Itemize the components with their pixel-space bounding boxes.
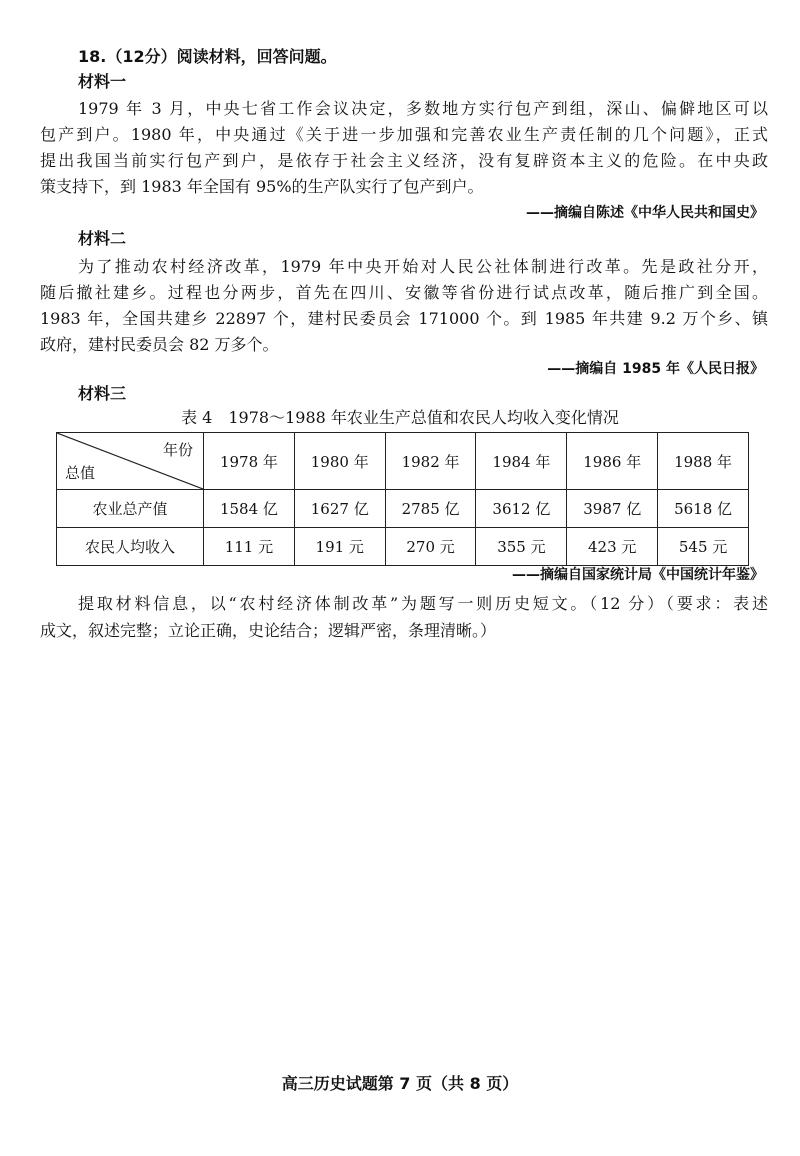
question-heading: 18.（12分）阅读材料，回答问题。 xyxy=(78,47,337,66)
table-cell: 3612 亿 xyxy=(476,490,567,528)
table-cell: 191 元 xyxy=(294,528,385,566)
year-header: 1982 年 xyxy=(385,433,476,490)
table-cell: 111 元 xyxy=(204,528,295,566)
task-line-2: 成文，叙述完整；立论正确，史论结合；逻辑严密，条理清晰。） xyxy=(40,621,497,640)
material3-label: 材料三 xyxy=(78,384,127,403)
table-cell: 423 元 xyxy=(567,528,658,566)
material2-line-2: 随后撤社建乡。过程也分两步，首先在四川、安徽等省份进行试点改革，随后推广到全国。 xyxy=(40,283,768,302)
year-header: 1980 年 xyxy=(294,433,385,490)
table-row xyxy=(57,528,749,566)
table-cell: 355 元 xyxy=(476,528,567,566)
year-header: 1978 年 xyxy=(204,433,295,490)
table-cell: 1627 亿 xyxy=(294,490,385,528)
material2-line-3: 1983 年，全国共建乡 22897 个，建村民委员会 171000 个。到 1985 年共建 9.2 万个乡、镇 xyxy=(40,309,768,328)
corner-label-total: 总值 xyxy=(65,464,96,482)
table-cell: 545 元 xyxy=(658,528,749,566)
table-row xyxy=(57,490,749,528)
task-line-1: 提取材料信息，以“农村经济体制改革”为题写一则历史短文。（12 分）（要求：表述 xyxy=(78,594,768,613)
year-header: 1988 年 xyxy=(658,433,749,490)
material2-line-1: 为了推动农村经济改革，1979 年中央开始对人民公社体制进行改革。先是政社分开， xyxy=(78,257,768,276)
material1-line-3: 提出我国当前实行包产到户，是依存于社会主义经济，没有复辟资本主义的危险。在中央政 xyxy=(40,151,768,170)
table-cell: 1584 亿 xyxy=(204,490,295,528)
table-cell: 5618 亿 xyxy=(658,490,749,528)
material2-label: 材料二 xyxy=(78,229,127,248)
material1-label: 材料一 xyxy=(78,72,127,91)
table-cell: 270 元 xyxy=(385,528,476,566)
material2-source: ——摘编自 1985 年《人民日报》 xyxy=(547,361,764,377)
page-footer: 高三历史试题第 7 页（共 8 页） xyxy=(281,1074,519,1093)
table-corner-cell xyxy=(57,433,204,490)
material2-line-4: 政府，建村民委员会 82 万多个。 xyxy=(40,335,279,354)
row-label: 农业总产值 xyxy=(57,490,204,528)
table-title: 表 4 1978～1988 年农业生产总值和农民人均收入变化情况 xyxy=(181,408,619,427)
material1-source: ——摘编自陈述《中华人民共和国史》 xyxy=(526,205,764,221)
material3-source: ——摘编自国家统计局《中国统计年鉴》 xyxy=(512,567,764,583)
material1-line-2: 包产到户。1980 年，中央通过《关于进一步加强和完善农业生产责任制的几个问题》，正式 xyxy=(40,125,768,144)
year-header: 1986 年 xyxy=(567,433,658,490)
table-cell: 3987 亿 xyxy=(567,490,658,528)
table-header-row xyxy=(57,433,749,490)
table-cell: 2785 亿 xyxy=(385,490,476,528)
data-table xyxy=(56,432,749,566)
row-label: 农民人均收入 xyxy=(57,528,204,566)
corner-label-year: 年份 xyxy=(162,441,193,459)
material1-line-1: 1979 年 3 月，中央七省工作会议决定，多数地方实行包产到组，深山、偏僻地区可以 xyxy=(78,99,768,118)
material1-line-4: 策支持下，到 1983 年全国有 95%的生产队实行了包产到户。 xyxy=(40,177,484,196)
year-header: 1984 年 xyxy=(476,433,567,490)
